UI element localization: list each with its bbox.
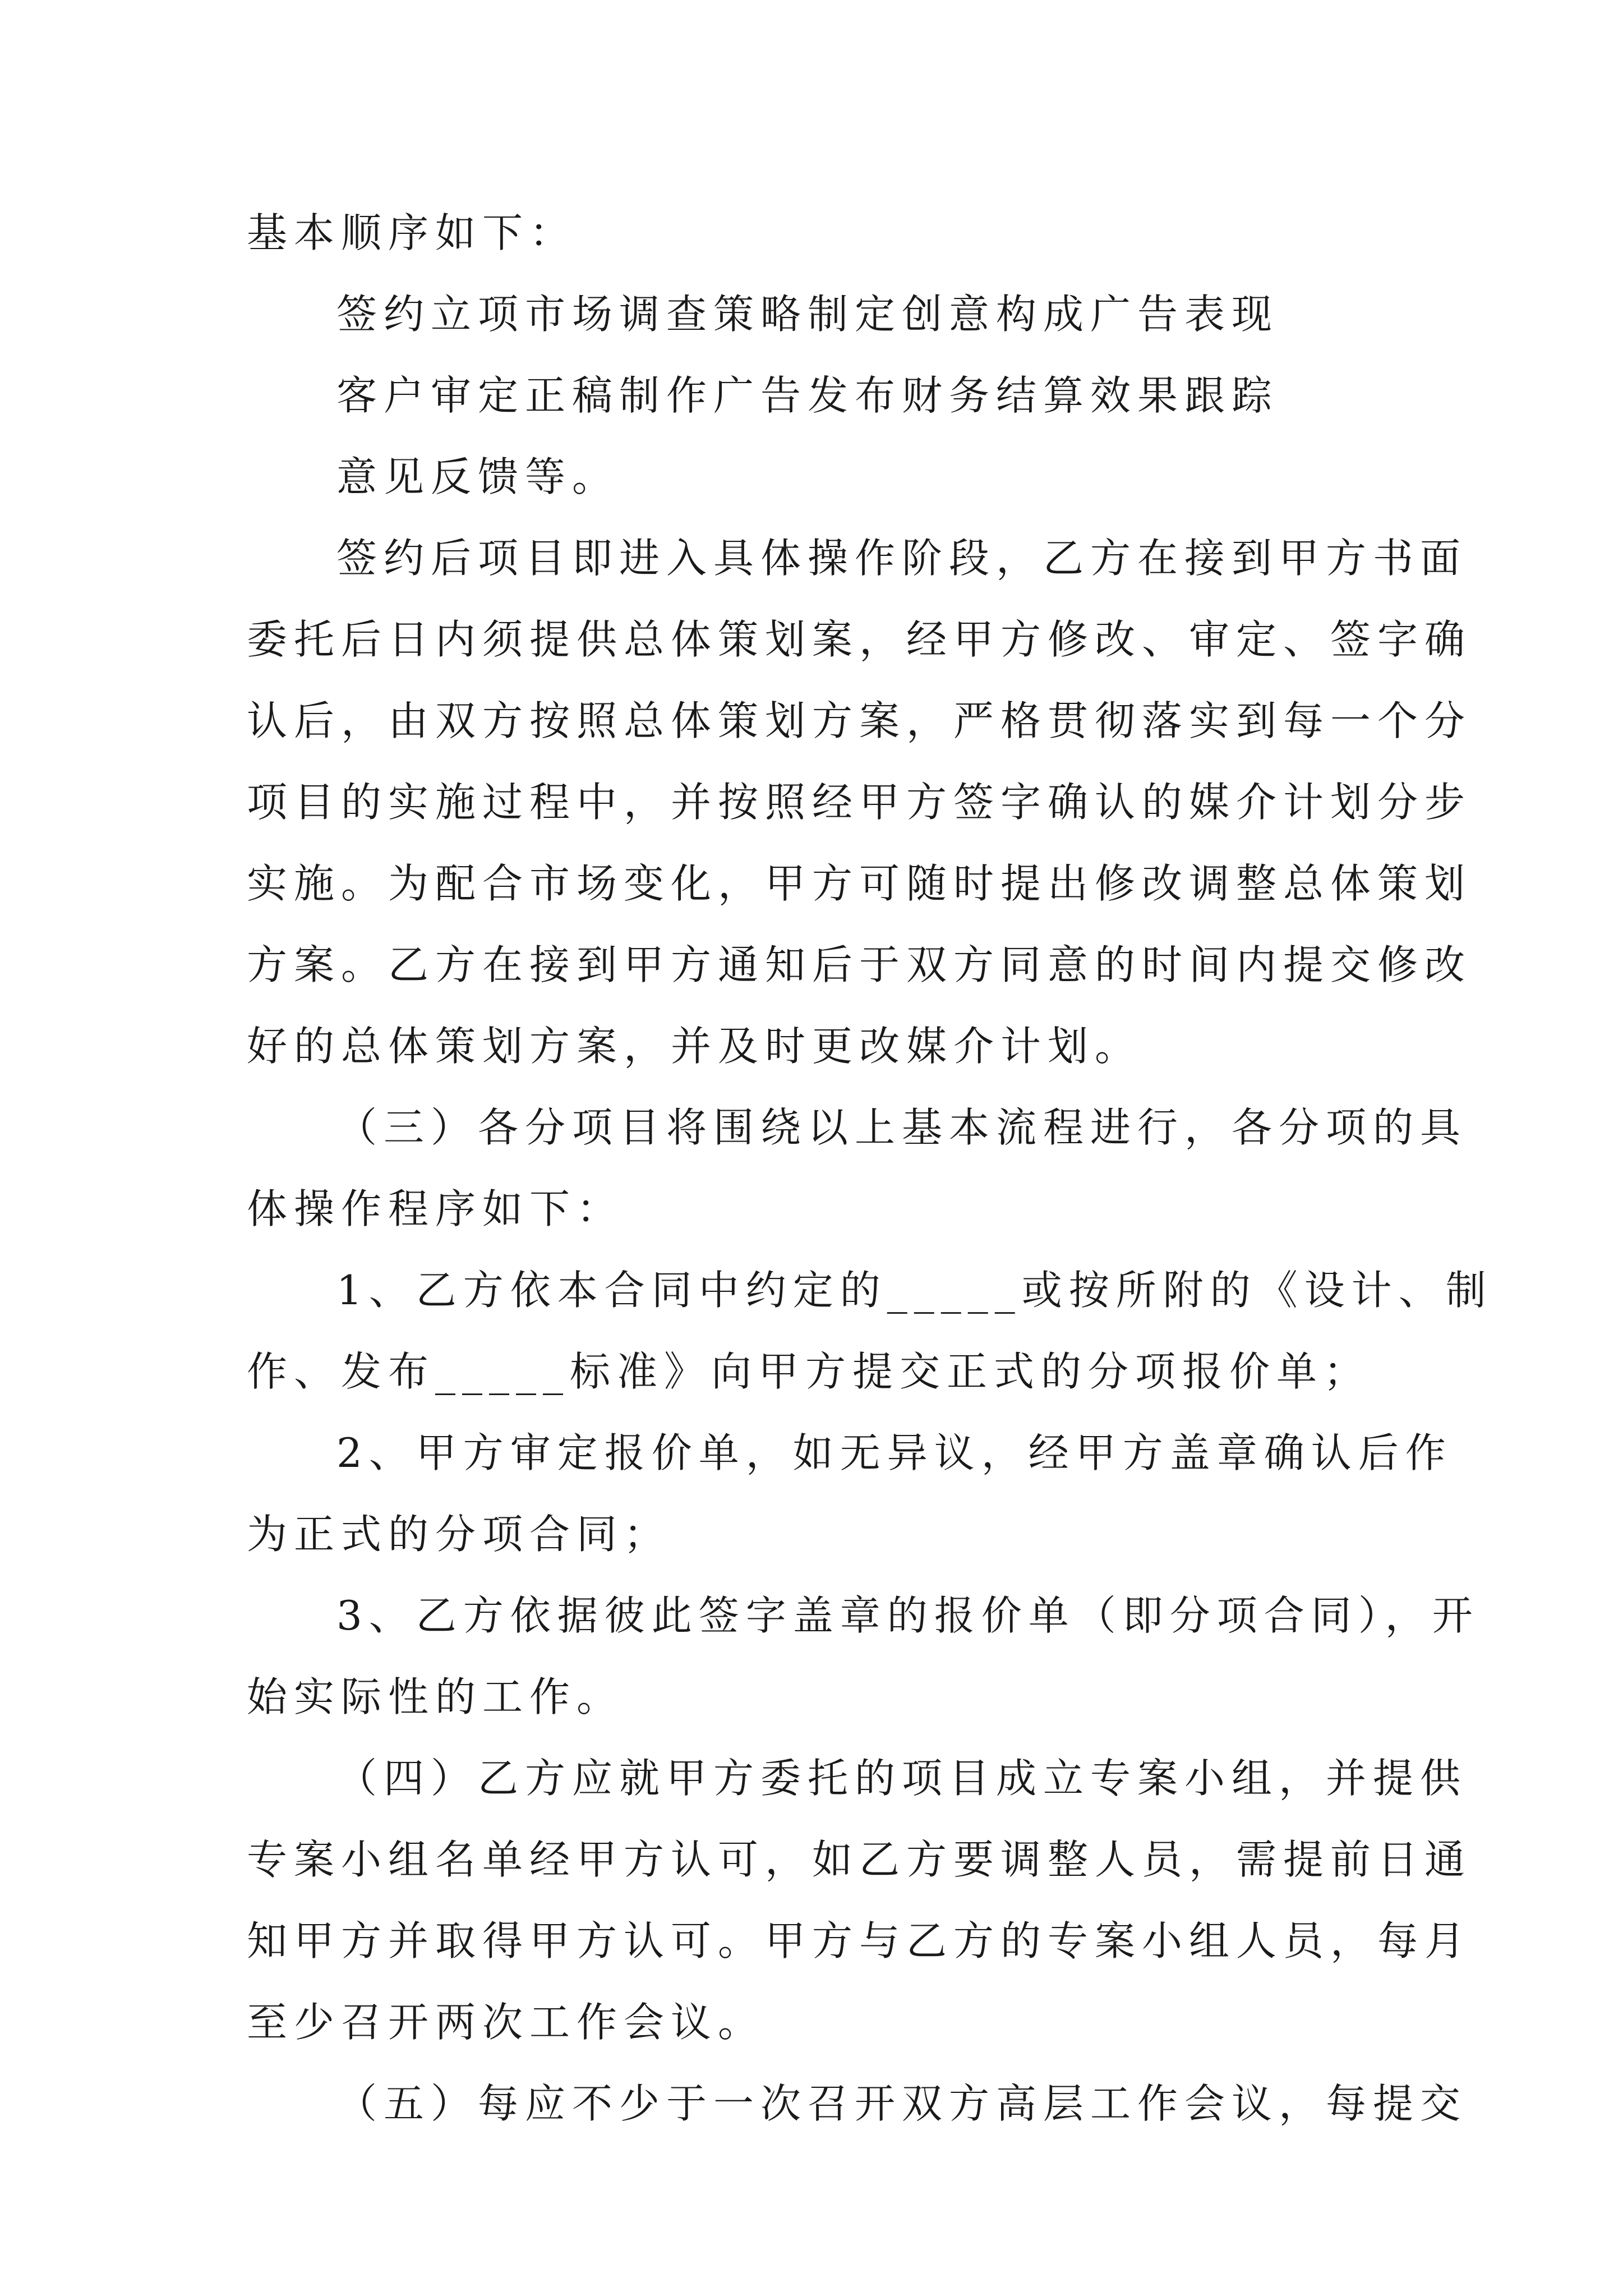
text-line: （三）各分项目将围绕以上基本流程进行，各分项的具 bbox=[336, 1104, 1468, 1151]
text-line: 知甲方并取得甲方认可。甲方与乙方的专案小组人员，每月 bbox=[247, 1917, 1472, 1964]
text-line: 体操作程序如下： bbox=[247, 1185, 624, 1232]
text-line: 意见反馈等。 bbox=[336, 453, 620, 500]
text-line: 实施。为配合市场变化，甲方可随时提出修改调整总体策划 bbox=[247, 860, 1472, 907]
text-line: （五）每应不少于一次召开双方高层工作会议，每提交 bbox=[336, 2080, 1468, 2127]
text-line: 2、甲方审定报价单，如无异议，经甲方盖章确认后作 bbox=[336, 1429, 1453, 1476]
text-line: 作、发布_____标准》向甲方提交正式的分项报价单； bbox=[247, 1348, 1371, 1395]
text-line: （四）乙方应就甲方委托的项目成立专案小组，并提供 bbox=[336, 1755, 1468, 1802]
text-line: 好的总体策划方案，并及时更改媒介计划。 bbox=[247, 1023, 1142, 1070]
text-line: 1、乙方依本合同中约定的_____或按所附的《设计、制 bbox=[336, 1267, 1493, 1314]
text-line: 签约立项市场调查策略制定创意构成广告表现 bbox=[336, 291, 1279, 338]
text-line: 为正式的分项合同； bbox=[247, 1511, 671, 1558]
text-line: 委托后日内须提供总体策划案，经甲方修改、审定、签字确 bbox=[247, 616, 1472, 663]
text-line: 项目的实施过程中，并按照经甲方签字确认的媒介计划分步 bbox=[247, 779, 1472, 826]
text-line: 3、乙方依据彼此签字盖章的报价单（即分项合同），开 bbox=[336, 1592, 1479, 1639]
text-line: 方案。乙方在接到甲方通知后于双方同意的时间内提交修改 bbox=[247, 941, 1472, 988]
text-line: 至少召开两次工作会议。 bbox=[247, 1999, 766, 2046]
text-line: 基本顺序如下： bbox=[247, 209, 577, 256]
text-line: 认后，由双方按照总体策划方案，严格贯彻落实到每一个分 bbox=[247, 697, 1472, 744]
text-line: 签约后项目即进入具体操作阶段，乙方在接到甲方书面 bbox=[336, 535, 1468, 582]
text-line: 始实际性的工作。 bbox=[247, 1673, 624, 1720]
text-line: 客户审定正稿制作广告发布财务结算效果跟踪 bbox=[336, 372, 1279, 419]
text-line: 专案小组名单经甲方认可，如乙方要调整人员，需提前日通 bbox=[247, 1836, 1472, 1883]
